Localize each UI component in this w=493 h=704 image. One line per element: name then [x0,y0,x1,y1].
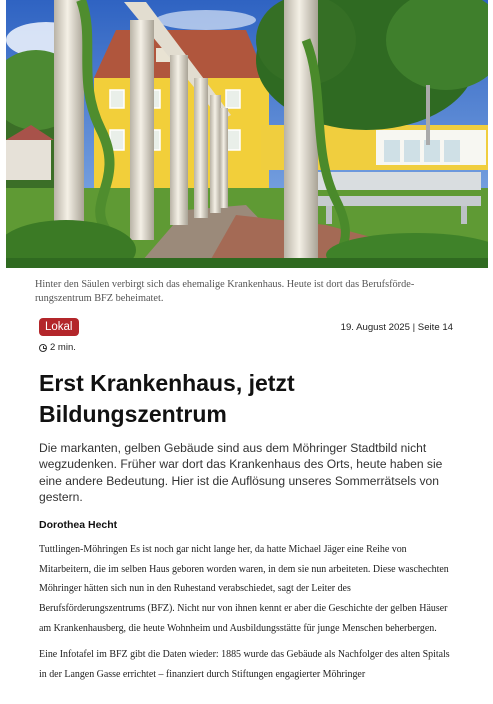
section-badge[interactable]: Lokal [39,318,79,336]
hero-photo-illustration [6,0,488,268]
read-time [39,342,493,353]
clock-icon [39,344,47,352]
body-paragraph: Eine Infotafel im BFZ gibt die Daten wieder: 1885 wurde das Gebäude als Nachfolger des alten Spitals in der Langen Gasse errichtet – finanziert durch Stiftungen engagierter Möhringer [39,649,450,680]
body-paragraph: Tuttlingen-Möhringen Es ist noch gar nicht lange her, da hatte Michael Jäger eine Reihe von Mitarbeitern, die im selben Haus geboren worden waren, in dem sie nun arbeiteten. Diese waschechten Möhringer hätten sich nun in den Ruhestand verabschiedet, sagt der Leiter des Berufsförderungszentrums (BFZ). Nicht nur von ihnen kennt er aber die Geschichte der gelben Häuser am Krankenhausberg, die heute Wohnheim und Ausbildungsstätte für junge Menschen beherbergen. [39,544,449,634]
article-headline: Erst Krankenhaus, jetzt Bildungszentrum [39,370,295,427]
article-meta [39,318,453,336]
article-lead: Die markanten, gelben Gebäude sind aus dem Möhringer Stadtbild nicht wegzudenken. Früher war dort das Krankenhaus des Orts, heute haben sie eine andere Bedeutung. Hier ist die Auflösung unseres Sommerrätsels von gestern. [39,441,443,504]
hero-photo [6,0,488,268]
image-caption: Hinter den Säulen verbirgt sich das ehemalige Krankenhaus. Heute ist dort das Berufsförde- rungszentrum BFZ beheimatet. [35,279,415,304]
read-time-label: 2 min. [50,342,76,353]
author-name: Dorothea Hecht [39,519,118,532]
article-body [39,540,457,684]
date-page-info: 19. August 2025 | Seite 14 [340,321,453,333]
